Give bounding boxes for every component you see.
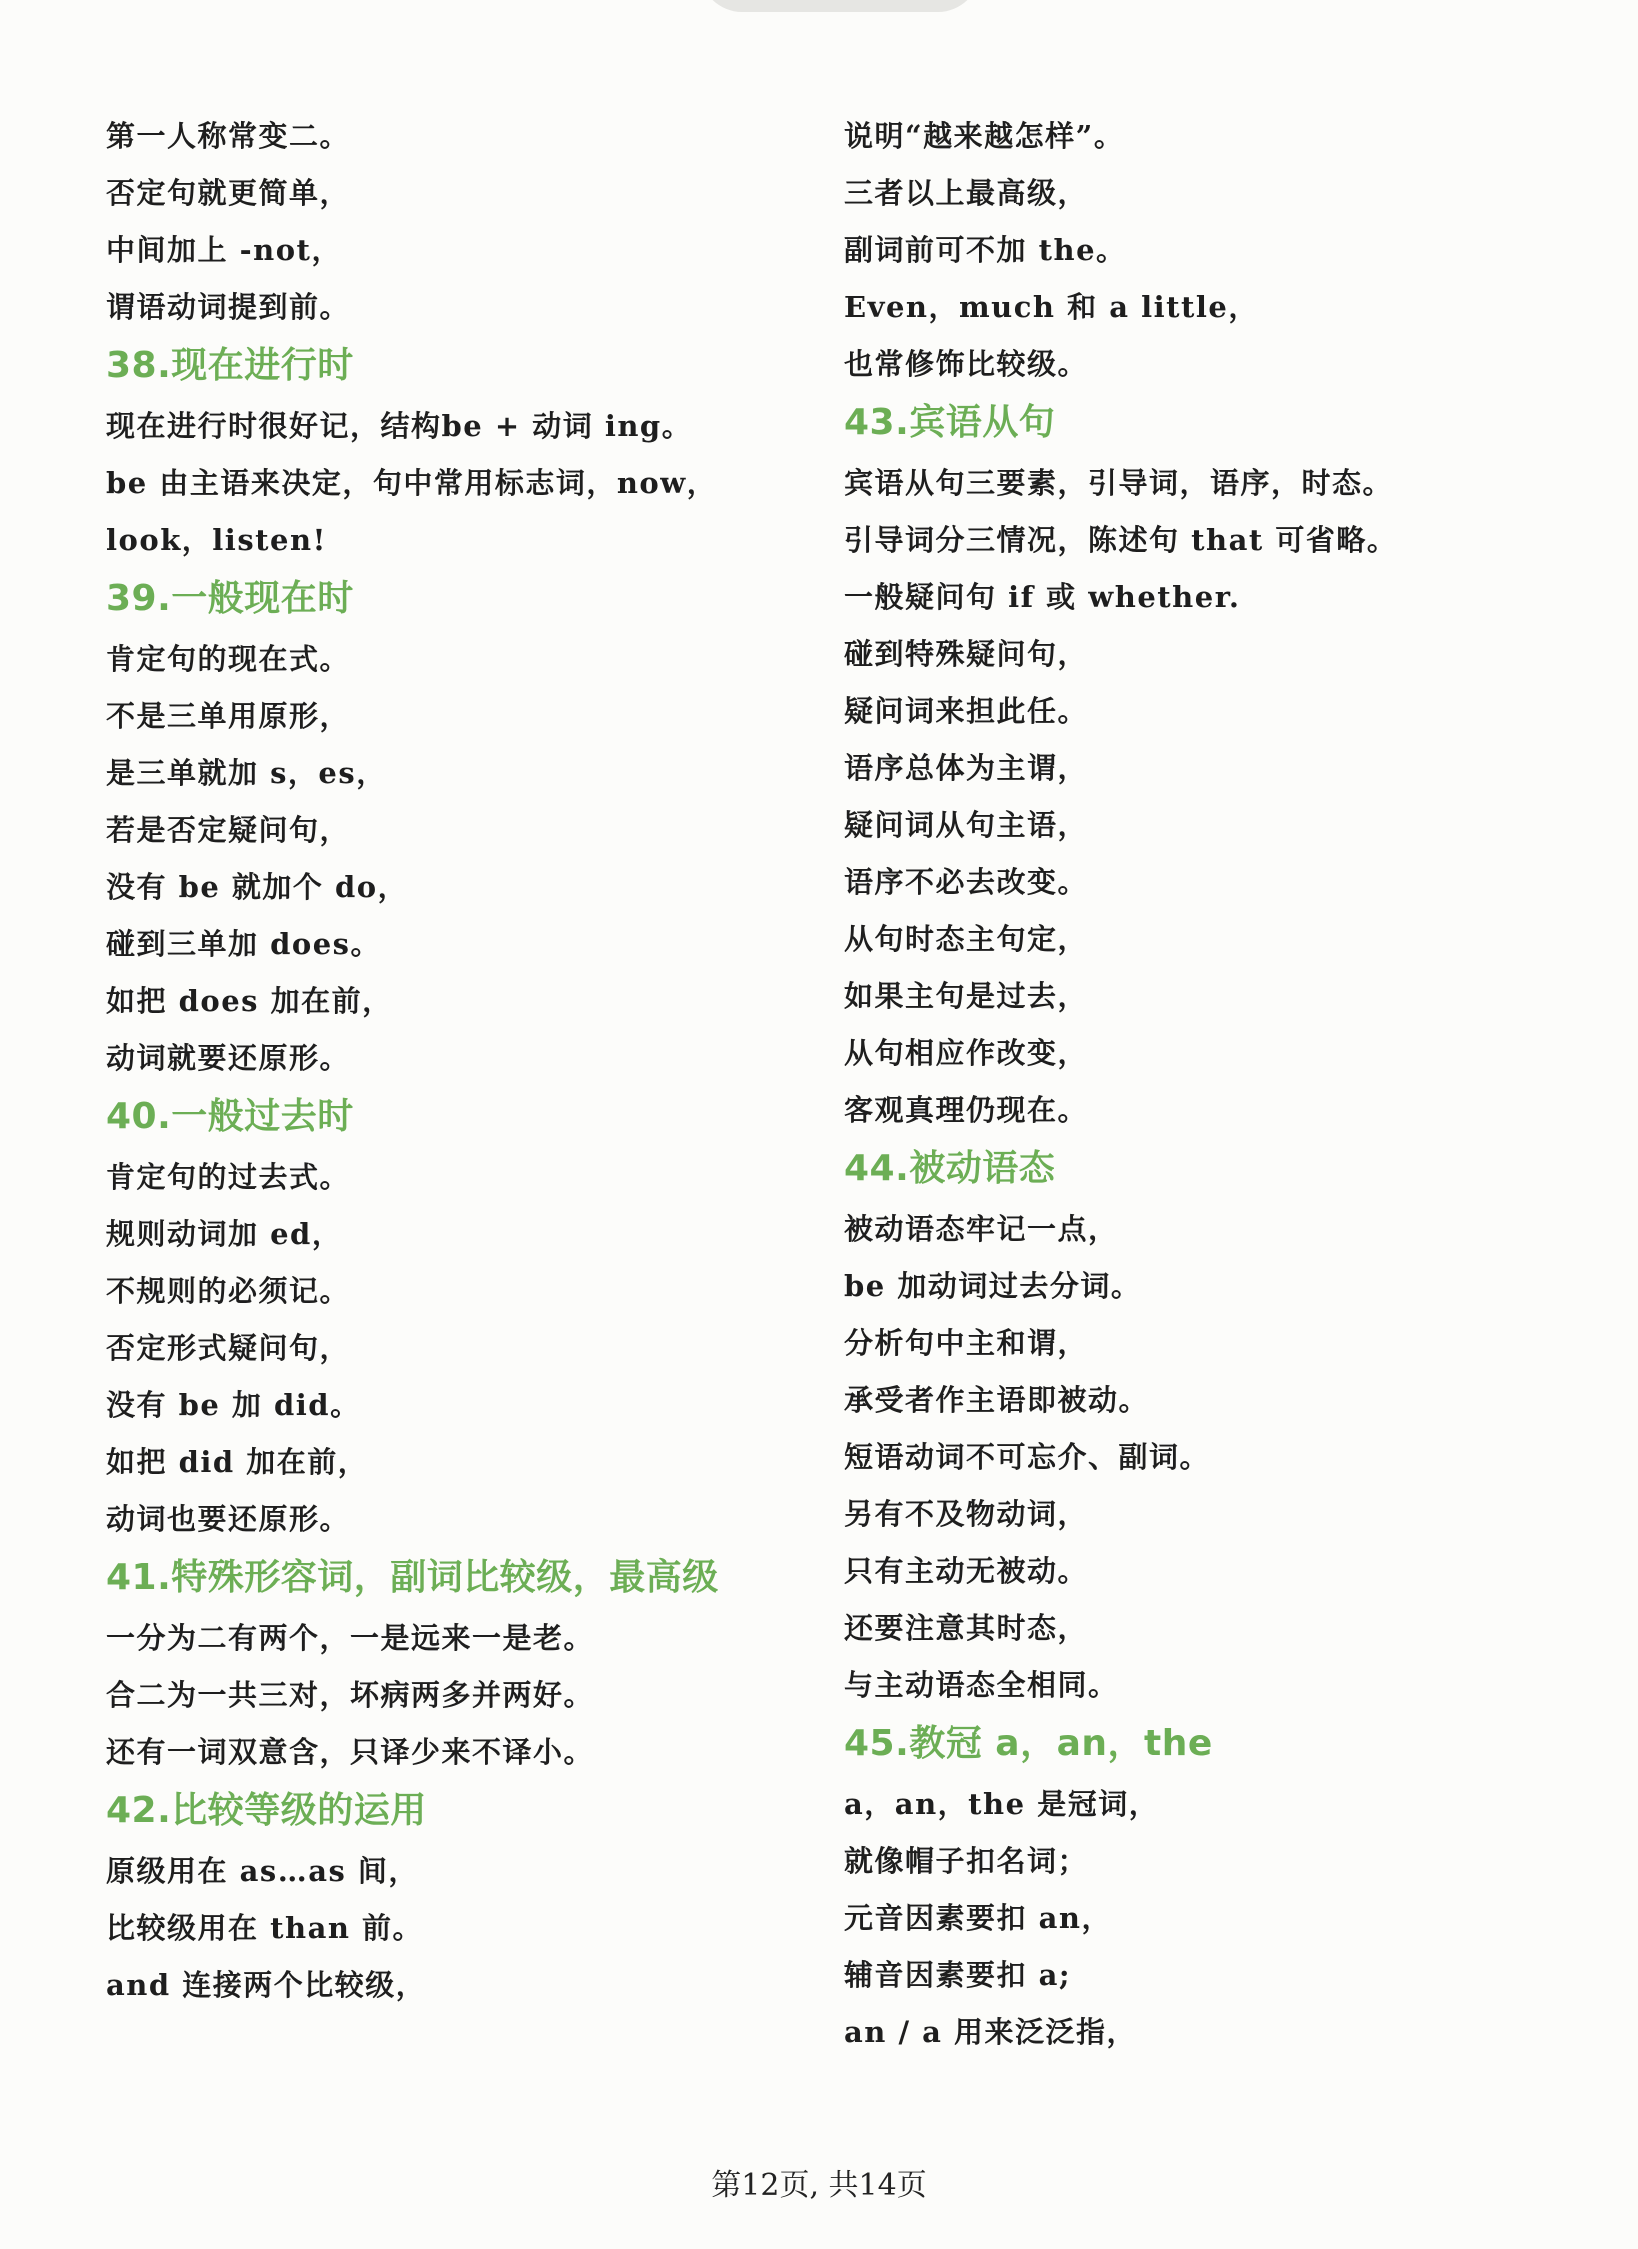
text-line: 与主动语态全相同。 [844,1668,1119,1702]
text-line: 分析句中主和谓， [844,1326,1089,1360]
section-heading: 40.一般过去时 [106,1096,354,1137]
text-line: 动词也要还原形。 [106,1502,351,1536]
text-line: 疑问词来担此任。 [844,694,1089,728]
text-line: 原级用在 as…as 间， [106,1854,419,1888]
text-line: a，an，the 是冠词， [844,1787,1160,1821]
text-line: 第一人称常变二。 [106,119,351,153]
text-line: 中间加上 -not， [106,233,342,267]
text-line: 一分为二有两个，一是远来一是老。 [106,1621,595,1655]
text-line: 碰到三单加 does。 [106,927,381,961]
text-line: 副词前可不加 the。 [844,233,1127,267]
page-number: 第12页, 共14页 [711,2168,927,2203]
text-line: 也常修饰比较级。 [844,347,1089,381]
text-line: 元音因素要扣 an， [844,1901,1112,1935]
text-line: 疑问词从句主语， [844,808,1089,842]
text-line: 没有 be 就加个 do， [106,870,409,904]
text-line: 否定句就更简单， [106,176,351,210]
text-line: 肯定句的现在式。 [106,642,351,676]
section-heading: 41.特殊形容词，副词比较级，最高级 [106,1557,719,1598]
text-line: 辅音因素要扣 a; [844,1958,1072,1992]
text-line: 比较级用在 than 前。 [106,1911,424,1945]
text-line: 否定形式疑问句， [106,1331,351,1365]
text-line: 没有 be 加 did。 [106,1388,361,1422]
text-line: Even，much 和 a little， [844,290,1259,324]
text-line: 如果主句是过去， [844,979,1089,1013]
text-line: 如把 does 加在前， [106,984,393,1018]
left-column [106,108,806,2014]
text-line: 语序不必去改变。 [844,865,1089,899]
text-line: 短语动词不可忘介、副词。 [844,1440,1211,1474]
text-line: be 由主语来决定，句中常用标志词，now， [106,466,718,500]
text-line: 不规则的必须记。 [106,1274,351,1308]
text-line: 谓语动词提到前。 [106,290,351,324]
section-heading: 43.宾语从句 [844,402,1056,443]
text-line: 承受者作主语即被动。 [844,1383,1150,1417]
text-line: 规则动词加 ed， [106,1217,343,1251]
text-line: and 连接两个比较级， [106,1968,427,2002]
text-line: 是三单就加 s，es， [106,756,387,790]
text-line: 被动语态牢记一点， [844,1212,1119,1246]
section-heading: 45.教冠 a，an，the [844,1723,1213,1764]
text-line: 只有主动无被动。 [844,1554,1089,1588]
text-line: 还有一词双意含，只译少来不译小。 [106,1735,595,1769]
text-line: 还要注意其时态， [844,1611,1089,1645]
text-line: 一般疑问句 if 或 whether. [844,580,1241,614]
text-line: 宾语从句三要素，引导词，语序，时态。 [844,466,1394,500]
text-line: 说明“越来越怎样”。 [844,119,1125,153]
text-line: 肯定句的过去式。 [106,1160,351,1194]
text-line: look，listen! [106,523,327,557]
header-decoration [700,0,980,12]
text-line: 现在进行时很好记，结构be + 动词 ing。 [106,409,693,443]
text-line: 动词就要还原形。 [106,1041,351,1075]
section-heading: 44.被动语态 [844,1148,1056,1189]
section-heading: 42.比较等级的运用 [106,1790,427,1831]
text-line: 语序总体为主谓， [844,751,1089,785]
section-heading: 39.一般现在时 [106,578,354,619]
text-line: 就像帽子扣名词； [844,1844,1089,1878]
text-line: 三者以上最高级， [844,176,1089,210]
text-line: 从句相应作改变， [844,1036,1089,1070]
text-line: an / a 用来泛泛指， [844,2015,1138,2049]
text-line: 从句时态主句定， [844,922,1089,956]
text-line: 客观真理仍现在。 [844,1093,1089,1127]
text-line: 不是三单用原形， [106,699,351,733]
section-heading: 38.现在进行时 [106,345,354,386]
text-line: 合二为一共三对，坏病两多并两好。 [106,1678,595,1712]
text-line: 如把 did 加在前， [106,1445,369,1479]
text-line: be 加动词过去分词。 [844,1269,1142,1303]
text-line: 碰到特殊疑问句， [844,637,1089,671]
right-column [844,108,1604,2061]
text-line: 若是否定疑问句， [106,813,351,847]
text-line: 另有不及物动词， [844,1497,1089,1531]
text-line: 引导词分三情况，陈述句 that 可省略。 [844,523,1398,557]
